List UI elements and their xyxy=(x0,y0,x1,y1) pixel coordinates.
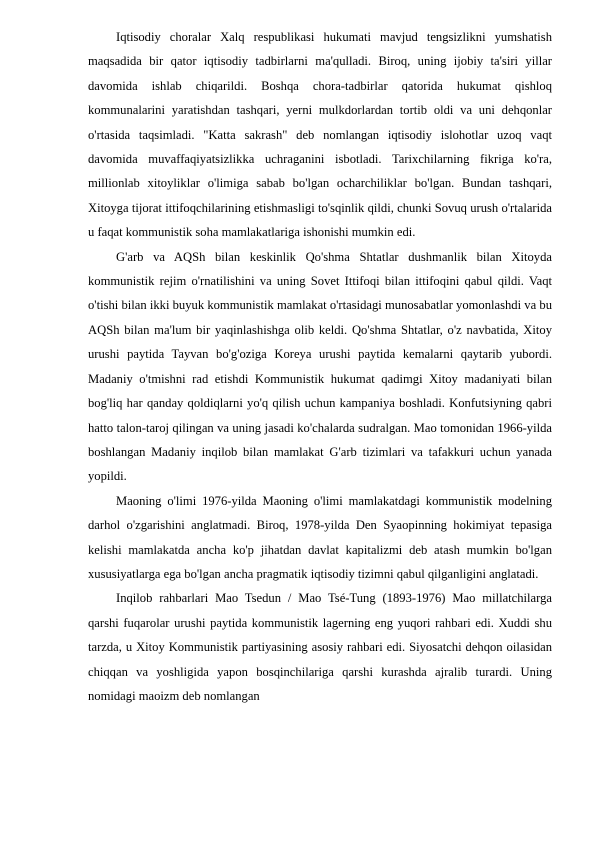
paragraph-west-usa-tension: G'arb va AQSh bilan keskinlik Qo'shma Shtatlar dushmanlik bilan Xitoyda kommunistik rejim o'rnatilishini va uning Sovet Ittifoqi bilan ittifoqini qabul qildi. Vaqt o'tishi bilan ikki buyuk kommunistik mamlakat o'rtasidagi munosabatlar yomonlashdi va bu AQSh bilan ma'lum bir yaqinlashishga olib keldi. Qo'shma Shtatlar, o'z navbatida, Xitoy urushi paytida Tayvan bo'g'oziga Koreya urushi paytida kemalarni qaytarib yubordi. Madaniy o'tmishni rad etishdi Kommunistik hukumat qadimgi Xitoy madaniyati bilan bog'liq har qanday qoldiqlarni yo'q qilish uchun kampaniya boshladi. Konfutsiyning qabri hatto talon-taroj qilingan va uning jasadi ko'chalarda sudralgan. Mao tomonidan 1966-yilda boshlangan Madaniy inqilob bilan mamlakat G'arb tizimlari va tafakkuri uchun yanada yopildi. xyxy=(88,249,552,484)
body-text xyxy=(88,25,552,708)
paragraph-revolution-leaders: Inqilob rahbarlari Mao Tsedun / Mao Tsé-Tung (1893-1976) Mao millatchilarga qarshi fuqarolar urushi paytida kommunistik lagerning eng yuqori rahbari edi. Xuddi shu tarzda, u Xitoy Kommunistik partiyasining asosiy rahbari edi. Siyosatchi dehqon oilasidan chiqqan va yoshligida yapon bosqinchilariga qarshi kurashda ajralib turardi. Uning nomidagi maoizm deb nomlangan xyxy=(88,591,552,703)
paragraph-mao-death: Maoning o'limi 1976-yilda Maoning o'limi mamlakatdagi kommunistik modelning darhol o'zgarishini anglatmadi. Biroq, 1978-yilda Den Syaopinning hokimiyat tepasiga kelishi mamlakatda ancha ko'p jihatdan davlat kapitalizmi deb atash mumkin bo'lgan xususiyatlarga ega bo'lgan ancha pragmatik iqtisodiy tizimni qabul qilganligini anglatadi. xyxy=(88,493,552,581)
paragraph-economic-measures: Iqtisodiy choralar Xalq respublikasi hukumati mavjud tengsizlikni yumshatish maqsadida bir qator iqtisodiy tadbirlarni ma'qulladi. Biroq, uning ijobiy ta'siri yillar davomida ishlab chiqarildi. Boshqa chora-tadbirlar qatorida hukumat qishloq kommunalarini yaratishdan tashqari, yerni mulkdorlardan tortib oldi va uni dehqonlar o'rtasida taqsimladi. "Katta sakrash" deb nomlangan iqtisodiy islohotlar uzoq vaqt davomida muvaffaqiyatsizlikka uchraganini isbotladi. Tarixchilarning fikriga ko'ra, millionlab xitoyliklar o'limiga sabab bo'lgan ocharchiliklar bo'lgan. Bundan tashqari, Xitoyga tijorat ittifoqchilarining etishmasligi to'sqinlik qildi, chunki Sovuq urush o'rtalarida u faqat kommunistik soha mamlakatlariga ishonishi mumkin edi. xyxy=(88,30,552,240)
